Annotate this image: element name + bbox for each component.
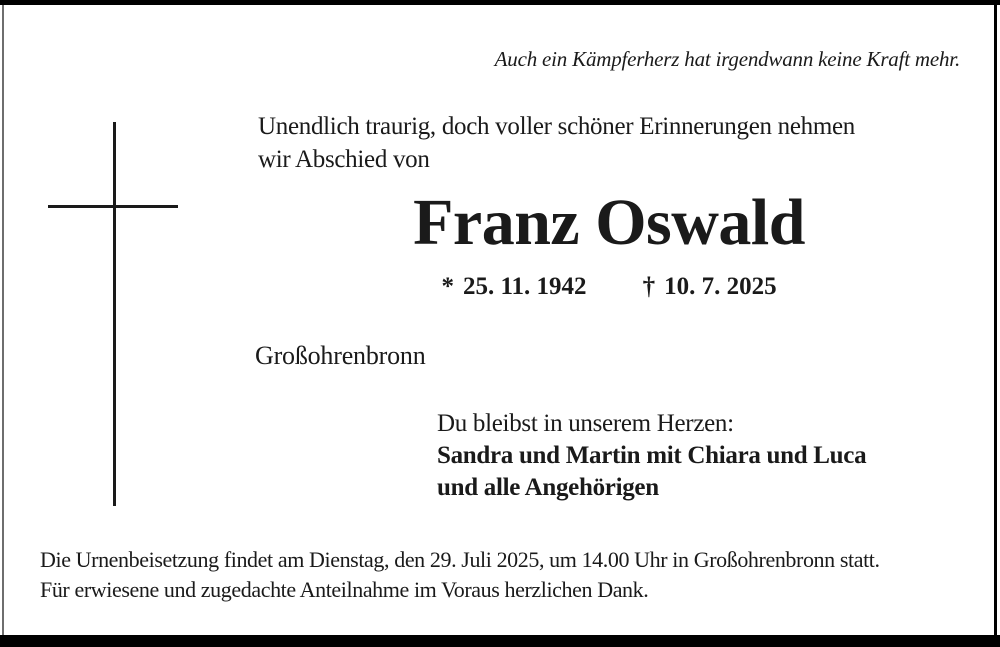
funeral-info-line-2: Für erwiesene und zugedachte Anteilnahme im Voraus herzlichen Dank. (40, 577, 649, 602)
death-date (643, 272, 777, 302)
farewell-line-2: Sandra und Martin mit Chiara und Luca (437, 442, 867, 469)
frame-left-line (2, 5, 4, 635)
intro-line-1: Unendlich traurig, doch voller schöner Erinnerungen nehmen (258, 113, 855, 140)
epitaph-quote: Auch ein Kämpferherz hat irgendwann keine Kraft mehr. (494, 47, 960, 71)
deceased-name-block (258, 188, 960, 258)
frame-right-line (994, 5, 997, 635)
funeral-info-line-1: Die Urnenbeisetzung findet am Dienstag, den 29. Juli 2025, um 14.00 Uhr in Großohrenbronn statt. (40, 547, 880, 572)
farewell-line-1: Du bleibst in unserem Herzen: (437, 410, 734, 437)
frame-top-bar (0, 0, 1000, 5)
funeral-info-block (40, 545, 880, 605)
farewell-block (437, 408, 866, 504)
intro-paragraph (258, 110, 855, 176)
frame-bottom-bar (0, 635, 1000, 647)
memorial-cross-horizontal-line (48, 205, 178, 208)
life-dates-row (258, 272, 960, 302)
birth-star-symbol: * (441, 273, 454, 300)
memorial-cross-vertical-line (113, 122, 116, 506)
deceased-name: Franz Oswald (413, 186, 805, 259)
death-cross-symbol: † (642, 273, 656, 300)
death-date-value: 10. 7. 2025 (664, 273, 777, 300)
intro-line-2: wir Abschied von (258, 146, 430, 173)
birth-date-value: 25. 11. 1942 (462, 273, 587, 300)
birth-date (441, 272, 586, 302)
farewell-line-3: und alle Angehörigen (437, 474, 659, 501)
location-text: Großohrenbronn (255, 341, 426, 370)
